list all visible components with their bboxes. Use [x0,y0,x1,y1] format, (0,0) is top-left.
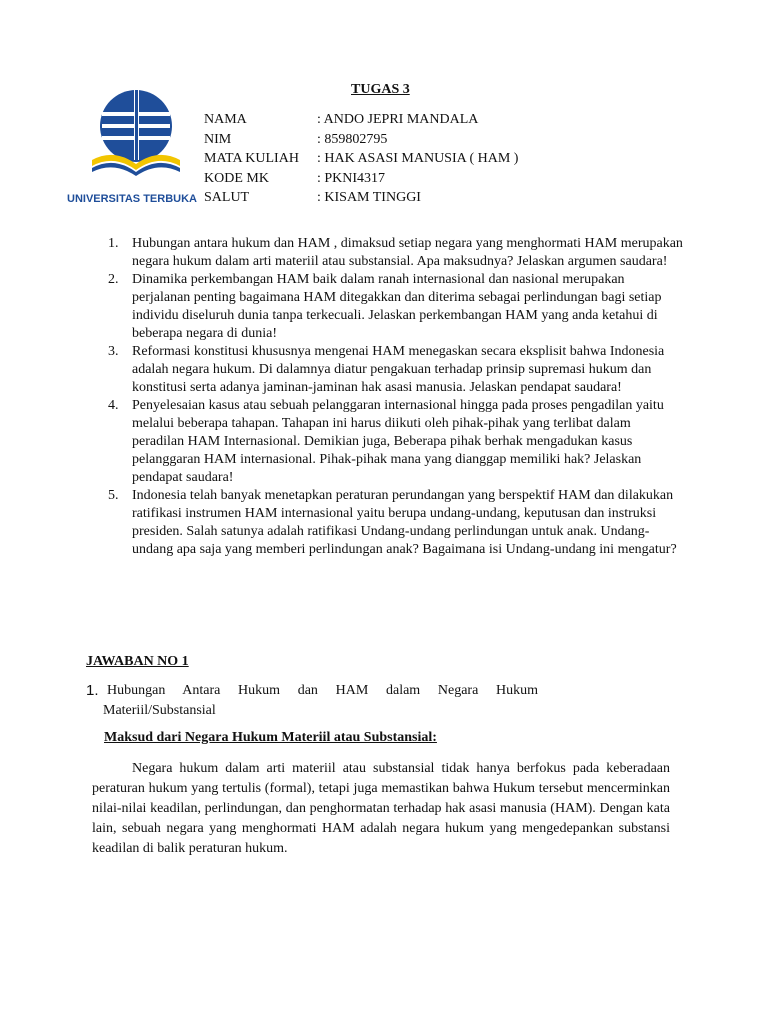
info-value: : HAK ASASI MANUSIA ( HAM ) [317,151,519,166]
question-list [86,235,686,559]
info-row-nim [204,130,518,150]
info-label: MATA KULIAH [204,151,299,166]
info-label: KODE MK [204,170,269,186]
question-number: 1. [108,236,119,251]
question-text: Hubungan antara hukum dan HAM , dimaksud setiap negara yang menghormati HAM merupakan negara hukum dalam arti materiil atau substansial. Apa maksudnya? Jelaskan argumen saudara! [132,236,683,269]
question-number: 5. [108,488,119,503]
answer-point-number: 1. [86,682,99,699]
info-label: NAMA [204,112,247,127]
info-row-kode-mk [204,169,518,189]
info-row-nama [204,110,518,130]
info-label: SALUT [204,190,250,205]
info-row-mata-kuliah [204,149,518,169]
question-text: Penyelesaian kasus atau sebuah pelanggaran internasional hingga pada proses pengadilan yaitu melalui beberapa tahapan. Tahapan ini harus diikuti oleh pihak-pihak yang terlibat dalam peradilan HAM Internasional. Demikian juga, Beberapa pihak berhak mengadukan kasus pelanggaran HAM internasional. Pihak-pihak mana yang dianggap memiliki hak? Jelaskan pendapat saudara! [132,398,664,485]
list-item [86,487,686,559]
answer-subheading: Maksud dari Negara Hukum Materiil atau Substansial: [104,730,437,745]
university-emblem-icon [58,82,204,212]
question-text: Reformasi konstitusi khususnya mengenai HAM menegaskan secara eksplisit bahwa Indonesia adalah negara hukum. Di dalamnya diatur pengakuan terhadap prinsip supremasi hukum dan konstitusi serta adanya jaminan-jaminan hak asasi manusia. Jelaskan pendapat saudara! [132,344,665,395]
list-item [86,235,686,271]
info-label: NIM [204,131,232,147]
question-number: 2. [108,272,119,287]
info-value: : 859802795 [317,131,388,147]
answer-point [86,681,538,721]
page-title: TUGAS 3 [351,82,410,97]
university-logo [58,82,204,212]
answer-heading: JAWABAN NO 1 [86,654,189,669]
question-text: Dinamika perkembangan HAM baik dalam ranah internasional dan nasional merupakan perjalanan penting bagaimana HAM ditegakkan dan diterima sebagai perlindungan bagi setiap individu diseluruh dunia tanpa terkecuali. Jelaskan perkembangan HAM yang anda ketahui di beberapa negara di dunia! [132,272,662,341]
info-value: : PKNI4317 [317,170,386,186]
list-item [86,271,686,343]
question-number: 3. [108,344,119,359]
answer-point-text: Hubungan Antara Hukum dan HAM dalam Negara Hukum Materiil/Substansial [103,683,538,718]
info-value: : ANDO JEPRI MANDALA [317,112,479,127]
info-value: : KISAM TINGGI [317,190,421,205]
question-text: Indonesia telah banyak menetapkan peraturan perundangan yang berspektif HAM dan dilakukan ratifikasi instrumen HAM internasional yaitu berupa undang-undang, keputusan dan instruksi presiden. Salah satunya adalah ratifikasi Undang-undang perlindungan untuk anak. Undang-undang apa saja yang memberi perlindungan anak? Bagaimana isi Undang-undang ini mengatur? [132,488,677,557]
answer-paragraph: Negara hukum dalam arti materiil atau substansial tidak hanya berfokus pada keberadaan peraturan hukum yang tertulis (formal), tetapi juga memastikan bahwa Hukum tersebut mencerminkan nilai-nilai keadilan, perlindungan, dan penghormatan terhadap hak asasi manusia (HAM). Dengan kata lain, sebuah negara yang menghormati HAM adalah negara hukum yang mengedepankan substansi keadilan di balik peraturan hukum. [92,761,670,856]
info-row-salut [204,188,518,208]
question-number: 4. [108,398,119,413]
logo-text: UNIVERSITAS TERBUKA [67,193,197,205]
list-item [86,397,686,487]
student-info [204,110,518,208]
list-item [86,343,686,397]
